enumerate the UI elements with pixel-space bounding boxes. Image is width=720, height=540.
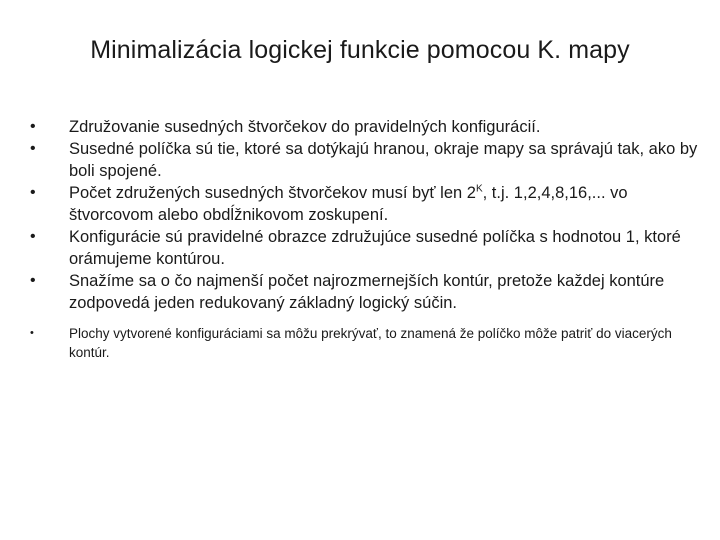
superscript-k: K — [475, 183, 483, 195]
bullet-text: Konfigurácie sú pravidelné obrazce združujúce susedné políčka s hodnotou 1, ktoré orámujeme kontúrou. — [69, 228, 681, 268]
bullet-dot-icon: • — [30, 327, 34, 339]
bullet-dot-icon: • — [30, 184, 36, 201]
bullet-text: Plochy vytvorené konfiguráciami sa môžu prekrývať, to znamená že políčko môže patriť do viacerých kontúr. — [69, 326, 672, 360]
slide-title: Minimalizácia logickej funkcie pomocou K. mapy — [90, 36, 630, 64]
bullet-item — [30, 138, 700, 182]
bullet-dot-icon: • — [30, 140, 36, 157]
bullet-text-part: , t.j. 1,2,4,8,16,... vo štvorcovom alebo obdĺžnikovom zoskupení. — [69, 184, 628, 224]
bullet-text: Snažíme sa o čo najmenší počet najrozmernejších kontúr, pretože každej kontúre zodpovedá jeden redukovaný základný logický súčin. — [69, 272, 665, 312]
bullet-item — [30, 182, 700, 226]
bullet-dot-icon: • — [30, 272, 36, 289]
bullet-dot-icon: • — [30, 228, 36, 245]
bullet-item — [30, 324, 700, 362]
bullet-item — [30, 226, 700, 270]
bullet-text: Susedné políčka sú tie, ktoré sa dotýkajú hranou, okraje mapy sa správajú tak, ako by boli spojené. — [69, 140, 698, 180]
bullet-text: Združovanie susedných štvorčekov do pravidelných konfigurácií. — [69, 118, 541, 136]
bullet-item — [30, 116, 700, 138]
bullet-list — [30, 116, 700, 362]
bullet-dot-icon: • — [30, 118, 36, 135]
bullet-text — [69, 182, 700, 226]
bullet-text-part: Počet združených susedných štvorčekov musí byť len 2 — [69, 184, 476, 202]
bullet-item — [30, 270, 700, 314]
